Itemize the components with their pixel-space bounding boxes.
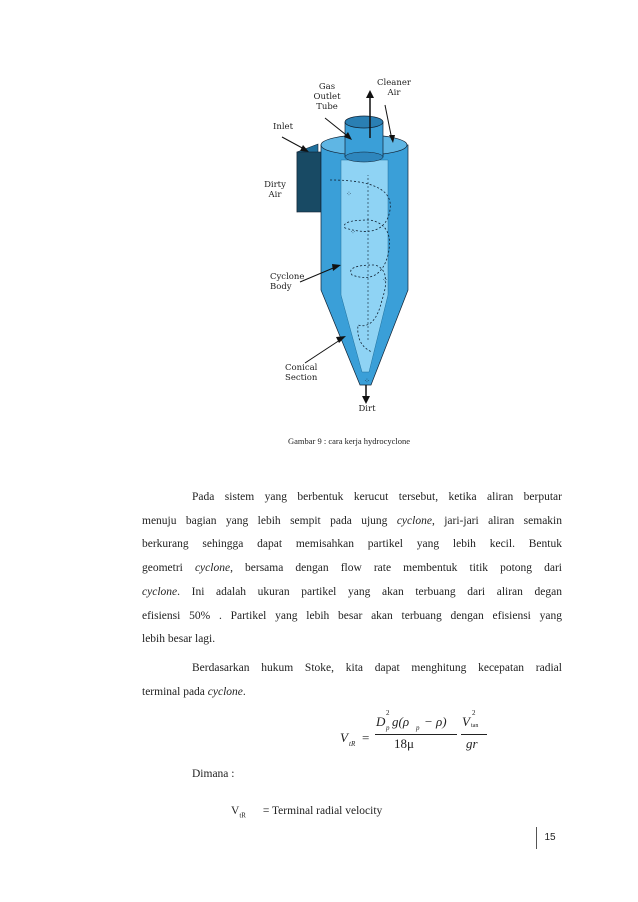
label-conical-section xyxy=(285,363,325,383)
definition-row xyxy=(231,805,382,819)
label-line: Gas xyxy=(318,82,336,92)
figure-caption: Gambar 9 : cara kerja hydrocyclone xyxy=(288,436,411,446)
particle-cluster: ⁘ xyxy=(382,276,388,284)
label-line: Outlet xyxy=(313,92,341,102)
numerator-mid: g(ρ xyxy=(392,714,410,729)
particle-cluster: ⁘ xyxy=(350,228,356,236)
paragraph-line: Pada sistem yang berbentuk kerucut tersebut, ketika aliran berputar xyxy=(192,491,562,503)
dimana-label: Dimana : xyxy=(192,768,235,780)
numerator-end: − ρ) xyxy=(424,714,447,729)
label-gas-outlet xyxy=(307,82,347,112)
dirt-arrow-head xyxy=(362,396,370,404)
numerator-D-sup: 2 xyxy=(386,709,390,717)
gas-outlet-bottom xyxy=(345,152,383,162)
pointer-cleaner-air xyxy=(385,105,392,140)
frac2-denominator: gr xyxy=(466,736,478,751)
definition-text: = Terminal radial velocity xyxy=(262,805,383,817)
paragraph-line: Berdasarkan hukum Stoke, kita dapat menghitung kecepatan radial xyxy=(192,662,562,674)
paragraph-line: berkurang sehingga dapat memisahkan partikel yang lebih kecil. Bentuk xyxy=(142,538,562,551)
paragraph-1 xyxy=(142,486,562,652)
paragraph-2 xyxy=(142,657,562,704)
label-dirt: Dirt xyxy=(358,404,376,414)
inlet-duct-face xyxy=(297,152,321,212)
page-number: 15 xyxy=(536,827,563,849)
paragraph-line: lebih besar lagi. xyxy=(142,633,216,646)
pointer-conical-section xyxy=(305,338,343,363)
formula-lhs: V xyxy=(340,730,348,745)
fraction-bar-2 xyxy=(461,734,487,735)
numerator-D: D xyxy=(376,714,386,729)
label-line: Cyclone xyxy=(270,272,305,282)
label-cyclone-body xyxy=(270,272,312,292)
paragraph-line: geometri cyclone, bersama dengan flow rate membentuk titik potong dari xyxy=(142,562,563,575)
label-line: Cleaner xyxy=(377,78,411,88)
gas-outlet-top xyxy=(345,116,383,128)
label-inlet: Inlet xyxy=(273,122,293,132)
definition-symbol-sub: tR xyxy=(239,811,246,820)
frac2-numerator-sup: 2 xyxy=(472,709,476,717)
paragraph-line: terminal pada cyclone. xyxy=(142,685,246,698)
label-line: Section xyxy=(285,373,318,383)
paragraph-line: cyclone. Ini adalah ukuran partikel yang akan terbuang dari aliran degan xyxy=(142,585,562,598)
particle-cluster: ⁘ xyxy=(364,377,370,385)
paragraph-line: menuju bagian yang lebih sempit pada ujung cyclone, jari-jari aliran semakin xyxy=(142,514,562,527)
numerator-rho-sub: p xyxy=(416,724,420,732)
fraction-bar-1 xyxy=(375,734,457,735)
definition-symbol: V xyxy=(231,805,240,817)
label-line: Air xyxy=(268,190,282,200)
label-line: Tube xyxy=(316,102,338,112)
stokes-formula xyxy=(340,708,490,758)
label-dirty-air xyxy=(260,180,290,200)
formula-equals: = xyxy=(362,730,370,745)
label-line: Air xyxy=(387,88,401,98)
particle-cluster: ⁘ xyxy=(346,190,352,198)
denominator-1: 18μ xyxy=(394,736,414,751)
paragraph-line: efisiensi 50% . Partikel yang lebih besar akan terbuang dengan efisiensi yang xyxy=(142,609,562,622)
label-cleaner-air xyxy=(372,78,416,98)
numerator-D-sub: p xyxy=(386,724,390,732)
formula-lhs-sub: tR xyxy=(349,740,356,748)
frac2-numerator: V xyxy=(462,714,470,729)
frac2-numerator-sub: tan xyxy=(471,723,479,729)
label-line: Body xyxy=(270,282,292,292)
label-line: Dirty xyxy=(264,180,286,190)
label-line: Conical xyxy=(285,363,318,373)
